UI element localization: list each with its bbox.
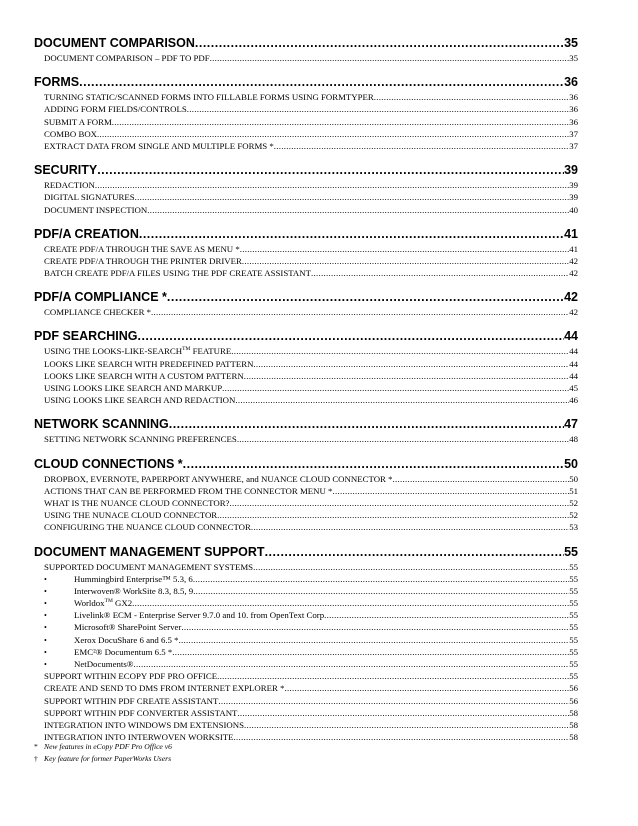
dot-leader (135, 191, 570, 203)
toc-section (34, 329, 578, 406)
trademark-superscript: TM (104, 598, 113, 605)
toc-section (34, 227, 578, 280)
bullet: • (44, 647, 47, 657)
entry-page-number: 44 (569, 370, 578, 381)
toc-entry[interactable] (34, 358, 578, 370)
entry-page-number: 45 (569, 383, 578, 393)
toc-entry[interactable] (34, 140, 578, 152)
entry-title (44, 719, 244, 731)
dot-leader (244, 719, 569, 731)
entry-text: INTEGRATION INTO INTERWOVEN WORKSITE (44, 732, 234, 743)
entry-title (44, 52, 210, 64)
dot-leader (240, 243, 569, 255)
entry-text: Microsoft® SharePoint Server (74, 622, 182, 633)
entry-page-number: 42 (569, 307, 578, 318)
toc-entry[interactable] (34, 682, 578, 694)
section-heading[interactable] (34, 290, 578, 305)
dot-leader (324, 609, 569, 621)
section-heading[interactable] (34, 36, 578, 51)
entry-page-number: 41 (569, 243, 578, 254)
entry-text: INTEGRATION INTO WINDOWS DM EXTENSIONS (44, 719, 245, 730)
dot-leader (79, 75, 564, 90)
toc-entry[interactable] (34, 509, 578, 521)
entry-text: DIGITAL SIGNATURES (44, 192, 135, 203)
entry-title (74, 597, 132, 609)
entry-text: NetDocuments® (74, 659, 134, 669)
entry-text: ADDING FORM FIELDS/CONTROLS (44, 104, 187, 115)
entry-text: CREATE PDF/A THROUGH THE SAVE AS MENU * (44, 243, 240, 254)
toc-entry[interactable] (34, 719, 578, 731)
dot-leader (242, 255, 569, 267)
section-heading[interactable] (34, 457, 578, 472)
entry-title (44, 306, 151, 318)
bullet: • (44, 623, 47, 633)
entry-title (44, 394, 235, 406)
entry-page-number: 36 (569, 104, 578, 115)
entry-page-number: 44 (569, 346, 578, 357)
entry-title (74, 609, 324, 621)
section-heading[interactable] (34, 329, 578, 344)
entry-title (44, 682, 284, 694)
entry-title (44, 497, 229, 509)
entry-page-number: 39 (569, 180, 578, 191)
toc-entry[interactable] (34, 191, 578, 203)
toc-section (34, 545, 578, 744)
entry-title (44, 707, 237, 719)
dot-leader (179, 634, 570, 646)
dot-leader (183, 457, 564, 472)
entry-text: DOCUMENT INSPECTION (44, 204, 148, 215)
entry-title (44, 561, 253, 573)
entry-page-number: 42 (569, 268, 578, 279)
entry-page-number: 37 (569, 140, 578, 151)
toc-entry[interactable] (34, 485, 578, 497)
dot-leader (137, 329, 564, 344)
dot-leader (139, 227, 564, 242)
section-title: PDF/A COMPLIANCE * (34, 290, 167, 305)
toc-entry[interactable] (34, 179, 578, 191)
entry-title (44, 433, 237, 445)
footnote-text: Key feature for former PaperWorks Users (44, 753, 172, 763)
entry-title (74, 634, 179, 646)
footnote (34, 741, 172, 753)
toc-entry[interactable] (34, 116, 578, 128)
section-heading[interactable] (34, 163, 578, 178)
entry-text: SUPPORTED DOCUMENT MANAGEMENT SYSTEMS (44, 561, 254, 572)
toc-entry[interactable] (34, 646, 578, 658)
dot-leader (332, 485, 569, 497)
bullet: • (44, 586, 47, 596)
entry-text: SUPPORT WITHIN ECOPY PDF PRO OFFICE (44, 671, 218, 682)
entry-text: CONFIGURING THE NUANCE CLOUD CONNECTOR (44, 522, 251, 533)
entry-page-number: 55 (569, 573, 578, 584)
entry-title (74, 585, 193, 597)
bullet: • (44, 611, 47, 621)
entry-title (74, 658, 133, 670)
section-heading[interactable] (34, 545, 578, 560)
section-page-number: 55 (564, 544, 578, 559)
entry-page-number: 58 (569, 719, 578, 730)
dot-leader (253, 561, 569, 573)
toc-entry[interactable] (34, 52, 578, 64)
bullet: • (44, 574, 47, 584)
bullet: • (44, 660, 47, 669)
entry-text: SUBMIT A FORM (44, 116, 112, 127)
entry-page-number: 35 (569, 53, 578, 63)
entry-text: TURNING STATIC/SCANNED FORMS INTO FILLABLE FORMS USING FORMTYPER (44, 92, 374, 103)
toc-entry[interactable] (34, 497, 578, 509)
section-page-number: 50 (564, 456, 578, 471)
entry-title (44, 695, 218, 707)
dot-leader (195, 36, 564, 51)
dot-leader (218, 695, 569, 707)
entry-title (44, 485, 332, 497)
dot-leader (167, 290, 564, 305)
entry-title (44, 670, 217, 682)
toc-entry[interactable] (34, 382, 578, 394)
section-entries (34, 306, 578, 318)
section-entries (34, 433, 578, 445)
entry-page-number: 52 (569, 497, 578, 508)
dot-leader (265, 545, 565, 560)
toc-entry[interactable] (34, 306, 578, 318)
section-entries (34, 179, 578, 216)
entry-text: ACTIONS THAT CAN BE PERFORMED FROM THE CONNECTOR MENU * (44, 485, 333, 496)
toc-entry[interactable] (34, 255, 578, 267)
dot-leader (393, 473, 570, 485)
toc-section (34, 75, 578, 152)
entry-title (44, 473, 393, 485)
section-entries (34, 345, 578, 406)
dot-leader (234, 731, 570, 743)
entry-page-number: 37 (569, 128, 578, 139)
dot-leader (253, 358, 569, 370)
entry-page-number: 39 (569, 192, 578, 203)
toc-entry[interactable] (34, 433, 578, 445)
entry-text: DROPBOX, EVERNOTE, PAPERPORT ANYWHERE, and NUANCE CLOUD CONNECTOR * (44, 473, 393, 484)
dot-leader (97, 128, 569, 140)
dot-leader (217, 509, 569, 521)
section-title: DOCUMENT COMPARISON (34, 36, 195, 50)
dot-leader (222, 382, 569, 394)
entry-text: CREATE PDF/A THROUGH THE PRINTER DRIVER (44, 255, 242, 266)
dot-leader (97, 163, 564, 178)
section-heading[interactable] (34, 75, 578, 90)
entry-title (44, 267, 311, 279)
entry-text: Livelink® ECM - Enterprise Server 9.7.0 and 10. from OpenText Corp (74, 610, 325, 621)
entry-title (44, 255, 242, 267)
dot-leader (169, 417, 564, 432)
entry-page-number: 46 (569, 395, 578, 406)
section-title: PDF SEARCHING (34, 329, 138, 344)
section-entries (34, 561, 578, 744)
entry-title (44, 382, 222, 394)
toc-entry[interactable] (34, 370, 578, 382)
entry-page-number: 55 (569, 671, 578, 682)
section-page-number: 44 (564, 329, 578, 344)
section-page-number: 41 (564, 226, 578, 241)
entry-page-number: 55 (569, 622, 578, 633)
entry-text: USING LOOKS LIKE SEARCH AND REDACTION (44, 395, 236, 406)
section-entries (34, 243, 578, 280)
bullet: • (44, 635, 47, 645)
entry-page-number: 55 (569, 610, 578, 621)
toc-section (34, 290, 578, 318)
dot-leader (235, 394, 569, 406)
toc-entry[interactable] (34, 670, 578, 682)
entry-page-number: 56 (569, 683, 578, 694)
section-page-number: 42 (564, 290, 578, 305)
entry-text: USING THE NUNACE CLOUD CONNECTOR (44, 510, 218, 521)
entry-text: LOOKS LIKE SEARCH WITH A CUSTOM PATTERN (44, 370, 244, 381)
section-entries (34, 52, 578, 64)
dot-leader (274, 140, 569, 152)
entry-page-number: 40 (569, 204, 578, 215)
dot-leader (193, 573, 569, 585)
entry-page-number: 55 (569, 598, 578, 609)
entry-title (44, 521, 251, 533)
entry-title (44, 116, 112, 128)
entry-text: WHAT IS THE NUANCE CLOUD CONNECTOR? (44, 497, 230, 508)
entry-page-number: 58 (569, 707, 578, 718)
section-page-number: 39 (564, 163, 578, 178)
toc-entry[interactable] (34, 91, 578, 103)
dot-leader (147, 204, 569, 216)
dot-leader (172, 646, 569, 658)
dot-leader (231, 345, 569, 357)
entry-text: LOOKS LIKE SEARCH WITH PREDEFINED PATTERN (44, 358, 254, 369)
entry-page-number: 44 (569, 358, 578, 369)
section-title: DOCUMENT MANAGEMENT SUPPORT (34, 544, 265, 559)
dot-leader (284, 682, 569, 694)
toc-entry[interactable] (34, 573, 578, 585)
section-title: PDF/A CREATION (34, 226, 139, 241)
toc-entry[interactable] (34, 473, 578, 485)
dot-leader (210, 52, 570, 64)
toc-entry[interactable] (34, 521, 578, 533)
entry-page-number: 36 (569, 116, 578, 127)
footnote-mark: † (34, 753, 38, 763)
dot-leader (229, 497, 569, 509)
section-title: SECURITY (34, 163, 98, 178)
dot-leader (251, 521, 569, 533)
entry-page-number: 36 (569, 92, 578, 103)
dot-leader (151, 306, 569, 318)
footnote-mark: * (34, 742, 38, 751)
section-page-number: 35 (564, 36, 578, 50)
dot-leader (193, 585, 569, 597)
entry-text: DOCUMENT COMPARISON – PDF TO PDF (44, 53, 210, 63)
entry-title (44, 509, 217, 521)
toc-entry[interactable] (34, 394, 578, 406)
entry-title (44, 243, 240, 255)
entry-page-number: 52 (569, 510, 578, 521)
entry-page-number: 56 (569, 695, 578, 706)
entry-page-number: 55 (569, 561, 578, 572)
dot-leader (181, 621, 569, 633)
dot-leader (187, 103, 569, 115)
toc-entry[interactable] (34, 345, 578, 357)
toc-entry[interactable] (34, 695, 578, 707)
section-title: CLOUD CONNECTIONS * (34, 456, 183, 471)
dot-leader (217, 670, 569, 682)
section-entries (34, 91, 578, 152)
toc-entry[interactable] (34, 621, 578, 633)
trademark-superscript: TM (182, 346, 191, 353)
bullet: • (44, 599, 47, 609)
entry-title (44, 103, 187, 115)
dot-leader (237, 433, 569, 445)
toc-section (34, 457, 578, 534)
footnote (34, 753, 172, 765)
dot-leader (244, 370, 569, 382)
entry-title (44, 358, 253, 370)
dot-leader (237, 707, 569, 719)
entry-text: SUPPORT WITHIN PDF CREATE ASSISTANT (44, 695, 219, 706)
entry-text: COMBO BOX (44, 128, 98, 139)
toc-entry[interactable] (34, 658, 578, 670)
entry-text: BATCH CREATE PDF/A FILES USING THE PDF CREATE ASSISTANT (44, 268, 311, 279)
dot-leader (311, 267, 569, 279)
entry-text: REDACTION (44, 180, 95, 191)
entry-text: EMC²® Documentum 6.5 * (74, 646, 173, 657)
toc-section (34, 417, 578, 445)
entry-text: SETTING NETWORK SCANNING PREFERENCES (44, 434, 237, 445)
entry-text: CREATE AND SEND TO DMS FROM INTERNET EXPLORER * (44, 683, 285, 694)
dot-leader (112, 116, 569, 128)
dot-leader (132, 597, 569, 609)
entry-text: Interwoven® WorkSite 8.3, 8.5, 9 (74, 585, 194, 596)
section-page-number: 36 (564, 75, 578, 90)
toc-entry[interactable] (34, 707, 578, 719)
entry-page-number: 50 (569, 473, 578, 484)
section-title: NETWORK SCANNING (34, 417, 169, 432)
entry-page-number: 55 (569, 585, 578, 596)
dot-leader (133, 658, 569, 670)
footnotes (34, 741, 172, 764)
entry-title (44, 91, 374, 103)
entry-page-number: 58 (569, 732, 578, 743)
entry-title (44, 370, 244, 382)
section-heading[interactable] (34, 417, 578, 432)
toc-entry[interactable] (34, 267, 578, 279)
section-heading[interactable] (34, 227, 578, 242)
toc-entry[interactable] (34, 634, 578, 646)
entry-page-number: 51 (569, 485, 578, 496)
toc-entry[interactable] (34, 609, 578, 621)
entry-text: USING LOOKS LIKE SEARCH AND MARKUP (44, 383, 223, 393)
entry-title (74, 646, 172, 658)
entry-page-number: 55 (569, 659, 578, 669)
entry-text-suffix: GX2 (112, 598, 133, 609)
toc-section (34, 163, 578, 216)
table-of-contents (34, 36, 578, 743)
toc-entry[interactable] (34, 204, 578, 216)
entry-page-number: 42 (569, 255, 578, 266)
entry-page-number: 53 (569, 522, 578, 533)
toc-entry[interactable] (34, 597, 578, 609)
toc-section (34, 36, 578, 64)
entry-title (44, 191, 135, 203)
entry-title (44, 179, 95, 191)
entry-title (74, 573, 193, 585)
entry-title (44, 140, 274, 152)
entry-title (74, 621, 181, 633)
toc-entry[interactable] (34, 585, 578, 597)
entry-page-number: 48 (569, 434, 578, 445)
entry-text-suffix: FEATURE (190, 346, 232, 357)
toc-entry[interactable] (34, 561, 578, 573)
entry-page-number: 55 (569, 646, 578, 657)
dot-leader (374, 91, 569, 103)
toc-entry[interactable] (34, 243, 578, 255)
entry-title (44, 204, 147, 216)
footnote-text: New features in eCopy PDF Pro Office v6 (44, 742, 172, 751)
section-page-number: 47 (564, 417, 578, 432)
entry-text: EXTRACT DATA FROM SINGLE AND MULTIPLE FORMS * (44, 140, 274, 151)
entry-text: COMPLIANCE CHECKER * (44, 307, 152, 318)
section-entries (34, 473, 578, 534)
entry-page-number: 55 (569, 634, 578, 645)
entry-title (44, 128, 97, 140)
entry-text: Hummingbird Enterprise™ 5.3, 6 (74, 573, 193, 584)
dot-leader (95, 179, 569, 191)
entry-text: Xerox DocuShare 6 and 6.5 * (74, 634, 179, 645)
entry-text: USING THE LOOKS-LIKE-SEARCH (44, 346, 183, 357)
entry-text: SUPPORT WITHIN PDF CONVERTER ASSISTANT (44, 707, 238, 718)
toc-entry[interactable] (34, 103, 578, 115)
toc-entry[interactable] (34, 128, 578, 140)
entry-title (44, 345, 231, 357)
entry-text: Worldox (74, 598, 105, 609)
section-title: FORMS (34, 75, 80, 90)
